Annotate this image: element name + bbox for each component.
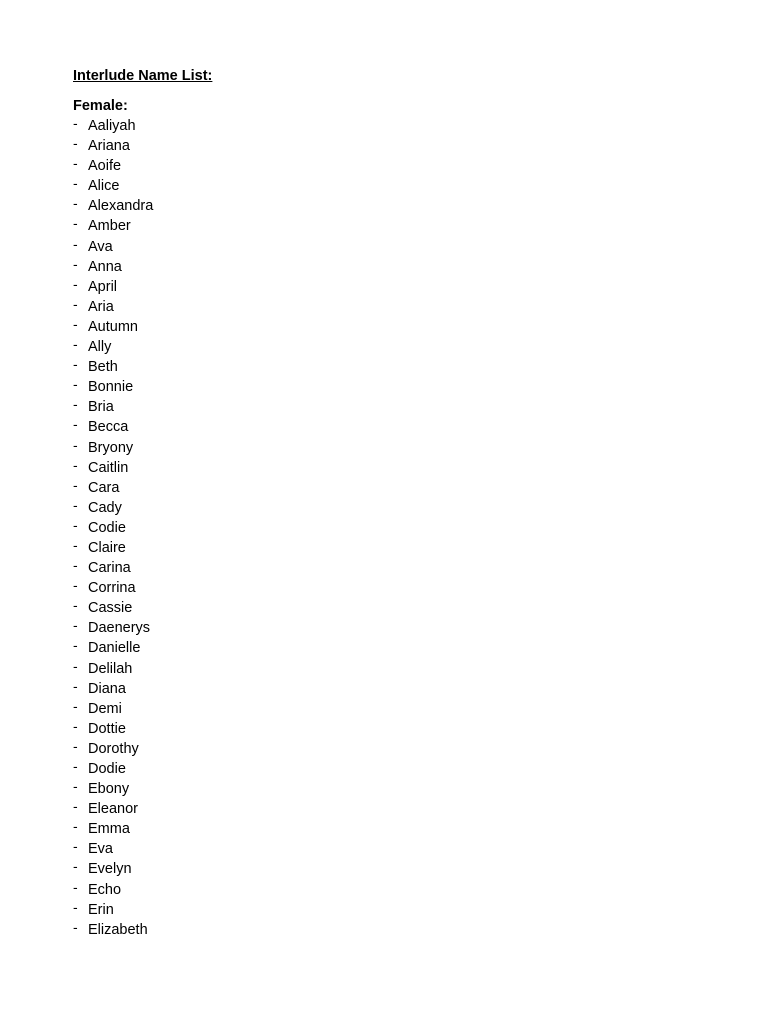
list-item (73, 176, 693, 196)
name-text: April (88, 278, 118, 295)
name-text: Becca (88, 419, 129, 436)
name-text: Corrina (88, 580, 136, 597)
name-text: Daenerys (88, 620, 151, 637)
bullet-dash: - (73, 315, 78, 332)
list-item (73, 257, 693, 277)
list-item (73, 337, 693, 357)
bullet-dash: - (73, 798, 78, 815)
list-item (73, 779, 693, 799)
bullet-dash: - (73, 858, 78, 875)
name-text: Elizabeth (88, 921, 148, 938)
name-text: Alexandra (88, 198, 154, 215)
list-item (73, 638, 693, 658)
list-item (73, 297, 693, 317)
list-item (73, 136, 693, 156)
name-text: Autumn (88, 318, 138, 335)
female-name-list (73, 116, 693, 940)
list-item (73, 478, 693, 498)
name-text: Ava (88, 238, 113, 255)
document-title: Interlude Name List: (73, 68, 213, 84)
name-text: Anna (88, 258, 122, 275)
bullet-dash: - (73, 878, 78, 895)
bullet-dash: - (73, 175, 78, 192)
list-item (73, 116, 693, 136)
bullet-dash: - (73, 436, 78, 453)
list-item (73, 438, 693, 458)
document-page (73, 66, 693, 940)
bullet-dash: - (73, 557, 78, 574)
list-item (73, 598, 693, 618)
name-text: Ariana (88, 138, 130, 155)
bullet-dash: - (73, 657, 78, 674)
list-item (73, 377, 693, 397)
list-item (73, 317, 693, 337)
list-item (73, 799, 693, 819)
bullet-dash: - (73, 758, 78, 774)
name-text: Carina (88, 560, 131, 577)
list-item (73, 558, 693, 578)
name-text: Delilah (88, 660, 133, 677)
name-text: Aaliyah (88, 118, 136, 134)
list-item (73, 458, 693, 478)
bullet-dash: - (73, 536, 78, 553)
name-text: Ebony (88, 781, 130, 798)
list-item (73, 518, 693, 538)
name-text: Bonnie (88, 379, 134, 396)
bullet-dash: - (73, 356, 78, 373)
bullet-dash: - (73, 717, 78, 734)
bullet-dash: - (73, 577, 78, 594)
name-text: Dottie (88, 720, 126, 737)
name-text: Danielle (88, 640, 141, 657)
list-item (73, 196, 693, 216)
bullet-dash: - (73, 677, 78, 694)
name-text: Cady (88, 499, 122, 516)
name-text: Cara (88, 479, 120, 496)
name-text: Eleanor (88, 801, 138, 818)
bullet-dash: - (73, 476, 78, 493)
name-text: Erin (88, 901, 114, 918)
name-text: Amber (88, 218, 131, 235)
name-text: Caitlin (88, 459, 129, 476)
bullet-dash: - (73, 637, 78, 654)
list-item (73, 357, 693, 377)
list-item (73, 618, 693, 638)
bullet-dash: - (73, 516, 78, 533)
name-text: Evelyn (88, 861, 132, 878)
name-text: Bryony (88, 439, 134, 456)
name-text: Demi (88, 700, 122, 717)
list-item (73, 719, 693, 739)
list-item (73, 498, 693, 518)
bullet-dash: - (73, 918, 78, 935)
section-heading-female: Female: (73, 98, 128, 114)
name-text: Eva (88, 841, 113, 858)
list-item (73, 880, 693, 900)
bullet-dash: - (73, 115, 78, 131)
list-item (73, 659, 693, 679)
bullet-dash: - (73, 818, 78, 835)
bullet-dash: - (73, 416, 78, 433)
name-text: Dorothy (88, 740, 139, 757)
bullet-dash: - (73, 275, 78, 292)
bullet-dash: - (73, 135, 78, 152)
list-item (73, 578, 693, 598)
name-text: Diana (88, 680, 126, 697)
name-text: Bria (88, 399, 114, 416)
bullet-dash: - (73, 778, 78, 795)
list-item (73, 538, 693, 558)
list-item (73, 417, 693, 437)
list-item (73, 920, 693, 940)
name-text: Ally (88, 339, 112, 356)
list-item (73, 216, 693, 236)
bullet-dash: - (73, 737, 78, 754)
bullet-dash: - (73, 597, 78, 614)
name-text: Cassie (88, 600, 133, 617)
list-item (73, 237, 693, 257)
bullet-dash: - (73, 838, 78, 855)
list-item (73, 397, 693, 417)
bullet-dash: - (73, 496, 78, 513)
bullet-dash: - (73, 396, 78, 413)
bullet-dash: - (73, 336, 78, 353)
bullet-dash: - (73, 255, 78, 272)
name-text: Echo (88, 881, 122, 898)
name-text: Alice (88, 178, 120, 195)
bullet-dash: - (73, 898, 78, 915)
list-item (73, 759, 693, 779)
bullet-dash: - (73, 215, 78, 232)
bullet-dash: - (73, 376, 78, 393)
list-item (73, 679, 693, 699)
bullet-dash: - (73, 155, 78, 172)
list-item (73, 859, 693, 879)
list-item (73, 839, 693, 859)
name-text: Claire (88, 539, 126, 556)
list-item (73, 699, 693, 719)
bullet-dash: - (73, 617, 78, 634)
name-text: Emma (88, 821, 130, 838)
list-item (73, 156, 693, 176)
name-text: Codie (88, 519, 126, 536)
list-item (73, 739, 693, 759)
name-text: Aoife (88, 158, 122, 175)
list-item (73, 900, 693, 920)
name-text: Dodie (88, 761, 126, 777)
bullet-dash: - (73, 235, 78, 252)
list-item (73, 819, 693, 839)
name-text: Beth (88, 359, 118, 376)
list-item (73, 277, 693, 297)
bullet-dash: - (73, 295, 78, 312)
bullet-dash: - (73, 697, 78, 714)
bullet-dash: - (73, 456, 78, 473)
name-text: Aria (88, 298, 114, 315)
bullet-dash: - (73, 195, 78, 212)
